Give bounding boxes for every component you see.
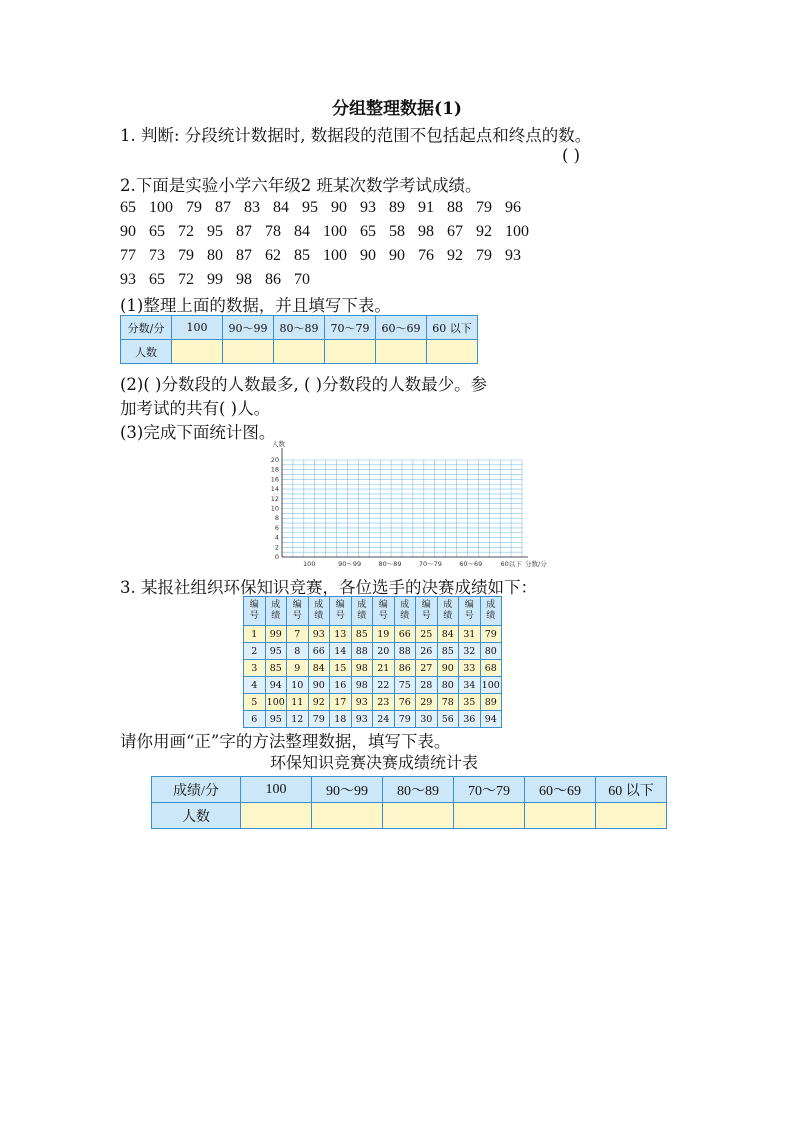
contestant-score: 79 <box>480 626 502 643</box>
header-id: 编 号 <box>416 597 438 626</box>
score-value: 92 <box>447 247 463 264</box>
contestant-id: 9 <box>287 660 309 677</box>
header-score: 成 绩 <box>394 597 416 626</box>
contestant-score: 94 <box>480 711 502 728</box>
question-3: 3. 某报社组织环保知识竞赛，各位选手的决赛成绩如下： <box>120 578 537 597</box>
header-score: 成 绩 <box>480 597 502 626</box>
score-value: 88 <box>447 199 463 216</box>
question-3-instruction: 请你用画“正”字的方法整理数据，填写下表。 <box>120 732 451 751</box>
question-2-part-2: (2)( )分数段的人数最多, ( )分数段的人数最少。参 <box>120 375 488 394</box>
answer-cell[interactable] <box>274 340 325 364</box>
score-value: 87 <box>215 199 231 216</box>
contestant-id: 27 <box>416 660 438 677</box>
contestant-score: 84 <box>437 626 459 643</box>
score-value: 58 <box>389 223 405 240</box>
contestant-id: 19 <box>373 626 395 643</box>
score-row <box>120 196 542 220</box>
score-value: 65 <box>120 199 136 216</box>
contestant-score: 86 <box>394 660 416 677</box>
header-id: 编 号 <box>373 597 395 626</box>
table-row <box>244 660 502 677</box>
contestant-id: 5 <box>244 694 266 711</box>
contestant-id: 2 <box>244 643 266 660</box>
score-value: 72 <box>178 271 194 288</box>
score-value: 79 <box>476 247 492 264</box>
contestant-score: 88 <box>394 643 416 660</box>
x-tick-label: 70～79 <box>418 560 442 568</box>
score-value: 100 <box>323 247 347 264</box>
table-header-cell: 60 以下 <box>596 777 667 803</box>
header-id: 编 号 <box>287 597 309 626</box>
y-tick-label: 8 <box>274 514 279 523</box>
contestant-score: 79 <box>308 711 330 728</box>
contestant-score: 85 <box>351 626 373 643</box>
answer-cell[interactable] <box>241 803 312 829</box>
contestant-id: 22 <box>373 677 395 694</box>
question-2-part-3: (3)完成下面统计图。 <box>120 423 276 442</box>
contestant-score: 94 <box>265 677 287 694</box>
contestant-score: 85 <box>265 660 287 677</box>
x-tick-label: 80～89 <box>378 560 402 568</box>
score-value: 90 <box>331 199 347 216</box>
score-value: 93 <box>120 271 136 288</box>
contestant-score: 89 <box>480 694 502 711</box>
contestant-score: 93 <box>308 626 330 643</box>
score-row <box>120 220 542 244</box>
score-value: 100 <box>505 223 529 240</box>
header-score: 成 绩 <box>351 597 373 626</box>
contestant-id: 28 <box>416 677 438 694</box>
table-header-cell: 60 以下 <box>427 316 478 340</box>
y-tick-label: 2 <box>274 543 279 552</box>
answer-cell[interactable] <box>383 803 454 829</box>
contestant-score: 95 <box>265 711 287 728</box>
answer-cell[interactable] <box>596 803 667 829</box>
table-header-cell: 60～69 <box>376 316 427 340</box>
contestant-score: 66 <box>394 626 416 643</box>
contestant-score: 80 <box>480 643 502 660</box>
answer-cell[interactable] <box>325 340 376 364</box>
contestant-id: 11 <box>287 694 309 711</box>
y-tick-label: 14 <box>270 485 279 494</box>
score-value: 95 <box>302 199 318 216</box>
contestant-id: 23 <box>373 694 395 711</box>
score-value: 99 <box>207 271 223 288</box>
table-header-cell: 80～89 <box>274 316 325 340</box>
row-label: 人数 <box>152 803 241 829</box>
question-2: 2.下面是实验小学六年级2 班某次数学考试成绩。 <box>120 176 482 195</box>
contestant-score: 76 <box>394 694 416 711</box>
contestant-id: 31 <box>459 626 481 643</box>
score-value: 90 <box>389 247 405 264</box>
header-id: 编 号 <box>330 597 352 626</box>
score-value: 100 <box>323 223 347 240</box>
table-header-cell: 成绩/分 <box>152 777 241 803</box>
score-value: 65 <box>360 223 376 240</box>
answer-paren: ( ) <box>562 146 581 165</box>
score-value: 78 <box>265 223 281 240</box>
contestant-score: 95 <box>265 643 287 660</box>
y-tick-label: 4 <box>274 533 279 542</box>
table-header-cell: 80～89 <box>383 777 454 803</box>
contestant-id: 18 <box>330 711 352 728</box>
contestant-id: 10 <box>287 677 309 694</box>
score-value: 70 <box>294 271 310 288</box>
answer-cell[interactable] <box>525 803 596 829</box>
contestant-score: 84 <box>308 660 330 677</box>
answer-cell[interactable] <box>454 803 525 829</box>
score-value: 90 <box>360 247 376 264</box>
score-value: 98 <box>418 223 434 240</box>
contestant-id: 35 <box>459 694 481 711</box>
question-2-part-2-cont: 加考试的共有( )人。 <box>120 399 271 418</box>
contestant-id: 3 <box>244 660 266 677</box>
question-2-part-1: (1)整理上面的数据，并且填写下表。 <box>120 296 391 315</box>
contestant-id: 6 <box>244 711 266 728</box>
y-tick-label: 10 <box>270 504 279 513</box>
score-list <box>120 196 542 292</box>
score-value: 95 <box>207 223 223 240</box>
table-header-cell: 90～99 <box>312 777 383 803</box>
y-tick-label: 16 <box>270 475 279 484</box>
y-tick-label: 12 <box>270 494 279 503</box>
contestant-id: 33 <box>459 660 481 677</box>
x-tick-label: 90～99 <box>338 560 362 568</box>
contestant-score: 100 <box>265 694 287 711</box>
y-axis-label: 人数 <box>272 440 285 448</box>
contestant-id: 7 <box>287 626 309 643</box>
contestant-id: 12 <box>287 711 309 728</box>
contestant-score: 75 <box>394 677 416 694</box>
contestant-id: 30 <box>416 711 438 728</box>
contestant-id: 20 <box>373 643 395 660</box>
table-row <box>244 711 502 728</box>
table-row <box>244 694 502 711</box>
contestant-id: 25 <box>416 626 438 643</box>
y-tick-label: 18 <box>270 465 279 474</box>
contestant-score: 98 <box>351 677 373 694</box>
score-value: 91 <box>418 199 434 216</box>
score-value: 85 <box>294 247 310 264</box>
contestant-id: 16 <box>330 677 352 694</box>
y-tick-label: 6 <box>274 523 279 532</box>
contest-tally-table <box>151 776 667 829</box>
contestant-id: 13 <box>330 626 352 643</box>
page-title: 分组整理数据(1) <box>332 99 462 119</box>
contestant-score: 79 <box>394 711 416 728</box>
score-value: 76 <box>418 247 434 264</box>
score-value: 62 <box>265 247 281 264</box>
score-value: 84 <box>273 199 289 216</box>
row-label: 人数 <box>121 340 172 364</box>
contestant-score: 85 <box>437 643 459 660</box>
contestant-score: 88 <box>351 643 373 660</box>
score-value: 92 <box>476 223 492 240</box>
contestant-id: 32 <box>459 643 481 660</box>
x-axis-label: 分数/分 <box>525 560 547 568</box>
contestant-score: 90 <box>437 660 459 677</box>
table-header-cell: 60～69 <box>525 777 596 803</box>
contestant-id: 36 <box>459 711 481 728</box>
score-value: 96 <box>505 199 521 216</box>
contestant-id: 8 <box>287 643 309 660</box>
score-value: 79 <box>476 199 492 216</box>
score-value: 90 <box>120 223 136 240</box>
answer-cell[interactable] <box>376 340 427 364</box>
score-value: 65 <box>149 223 165 240</box>
y-tick-label: 0 <box>274 553 279 561</box>
score-value: 84 <box>294 223 310 240</box>
score-value: 93 <box>360 199 376 216</box>
table-header-cell: 100 <box>241 777 312 803</box>
score-value: 98 <box>236 271 252 288</box>
answer-cell[interactable] <box>312 803 383 829</box>
contestant-score: 93 <box>351 694 373 711</box>
score-value: 89 <box>389 199 405 216</box>
contestant-score: 66 <box>308 643 330 660</box>
table-row <box>244 677 502 694</box>
contestant-score: 68 <box>480 660 502 677</box>
x-tick-label: 60～69 <box>459 560 483 568</box>
contestant-id: 34 <box>459 677 481 694</box>
table-header-cell: 70～79 <box>325 316 376 340</box>
table-row <box>244 643 502 660</box>
contestant-id: 29 <box>416 694 438 711</box>
x-tick-label: 60以下 <box>500 560 522 568</box>
stat-table-title: 环保知识竞赛决赛成绩统计表 <box>270 753 479 772</box>
contest-score-table <box>243 596 502 728</box>
score-value: 80 <box>207 247 223 264</box>
score-value: 72 <box>178 223 194 240</box>
contestant-score: 90 <box>308 677 330 694</box>
question-1: 1. 判断: 分段统计数据时, 数据段的范围不包括起点和终点的数。 <box>120 126 592 145</box>
score-value: 77 <box>120 247 136 264</box>
contestant-score: 98 <box>351 660 373 677</box>
score-row <box>120 268 542 292</box>
y-tick-label: 20 <box>270 456 279 464</box>
header-id: 编 号 <box>244 597 266 626</box>
score-value: 87 <box>236 223 252 240</box>
score-value: 87 <box>236 247 252 264</box>
table-header-cell: 90～99 <box>223 316 274 340</box>
score-value: 100 <box>149 199 173 216</box>
contestant-id: 14 <box>330 643 352 660</box>
score-value: 79 <box>186 199 202 216</box>
header-score: 成 绩 <box>308 597 330 626</box>
contestant-id: 4 <box>244 677 266 694</box>
contestant-score: 92 <box>308 694 330 711</box>
table-header-cell: 70～79 <box>454 777 525 803</box>
contestant-id: 24 <box>373 711 395 728</box>
header-score: 成 绩 <box>437 597 459 626</box>
answer-cell[interactable] <box>427 340 478 364</box>
contestant-score: 100 <box>480 677 502 694</box>
contestant-id: 26 <box>416 643 438 660</box>
contestant-id: 15 <box>330 660 352 677</box>
contestant-score: 56 <box>437 711 459 728</box>
contestant-score: 78 <box>437 694 459 711</box>
score-value: 65 <box>149 271 165 288</box>
score-value: 93 <box>505 247 521 264</box>
score-value: 86 <box>265 271 281 288</box>
header-id: 编 号 <box>459 597 481 626</box>
contestant-score: 93 <box>351 711 373 728</box>
score-tally-table <box>120 315 478 364</box>
table-row <box>244 626 502 643</box>
table-header-cell: 100 <box>172 316 223 340</box>
x-tick-label: 100 <box>303 560 316 568</box>
contestant-score: 80 <box>437 677 459 694</box>
contestant-id: 17 <box>330 694 352 711</box>
header-score: 成 绩 <box>265 597 287 626</box>
score-value: 79 <box>178 247 194 264</box>
bar-chart-grid <box>258 440 548 570</box>
contestant-score: 99 <box>265 626 287 643</box>
score-row <box>120 244 542 268</box>
table-header-cell: 分数/分 <box>121 316 172 340</box>
contestant-id: 1 <box>244 626 266 643</box>
answer-cell[interactable] <box>172 340 223 364</box>
contestant-id: 21 <box>373 660 395 677</box>
score-value: 67 <box>447 223 463 240</box>
score-value: 73 <box>149 247 165 264</box>
score-value: 83 <box>244 199 260 216</box>
answer-cell[interactable] <box>223 340 274 364</box>
